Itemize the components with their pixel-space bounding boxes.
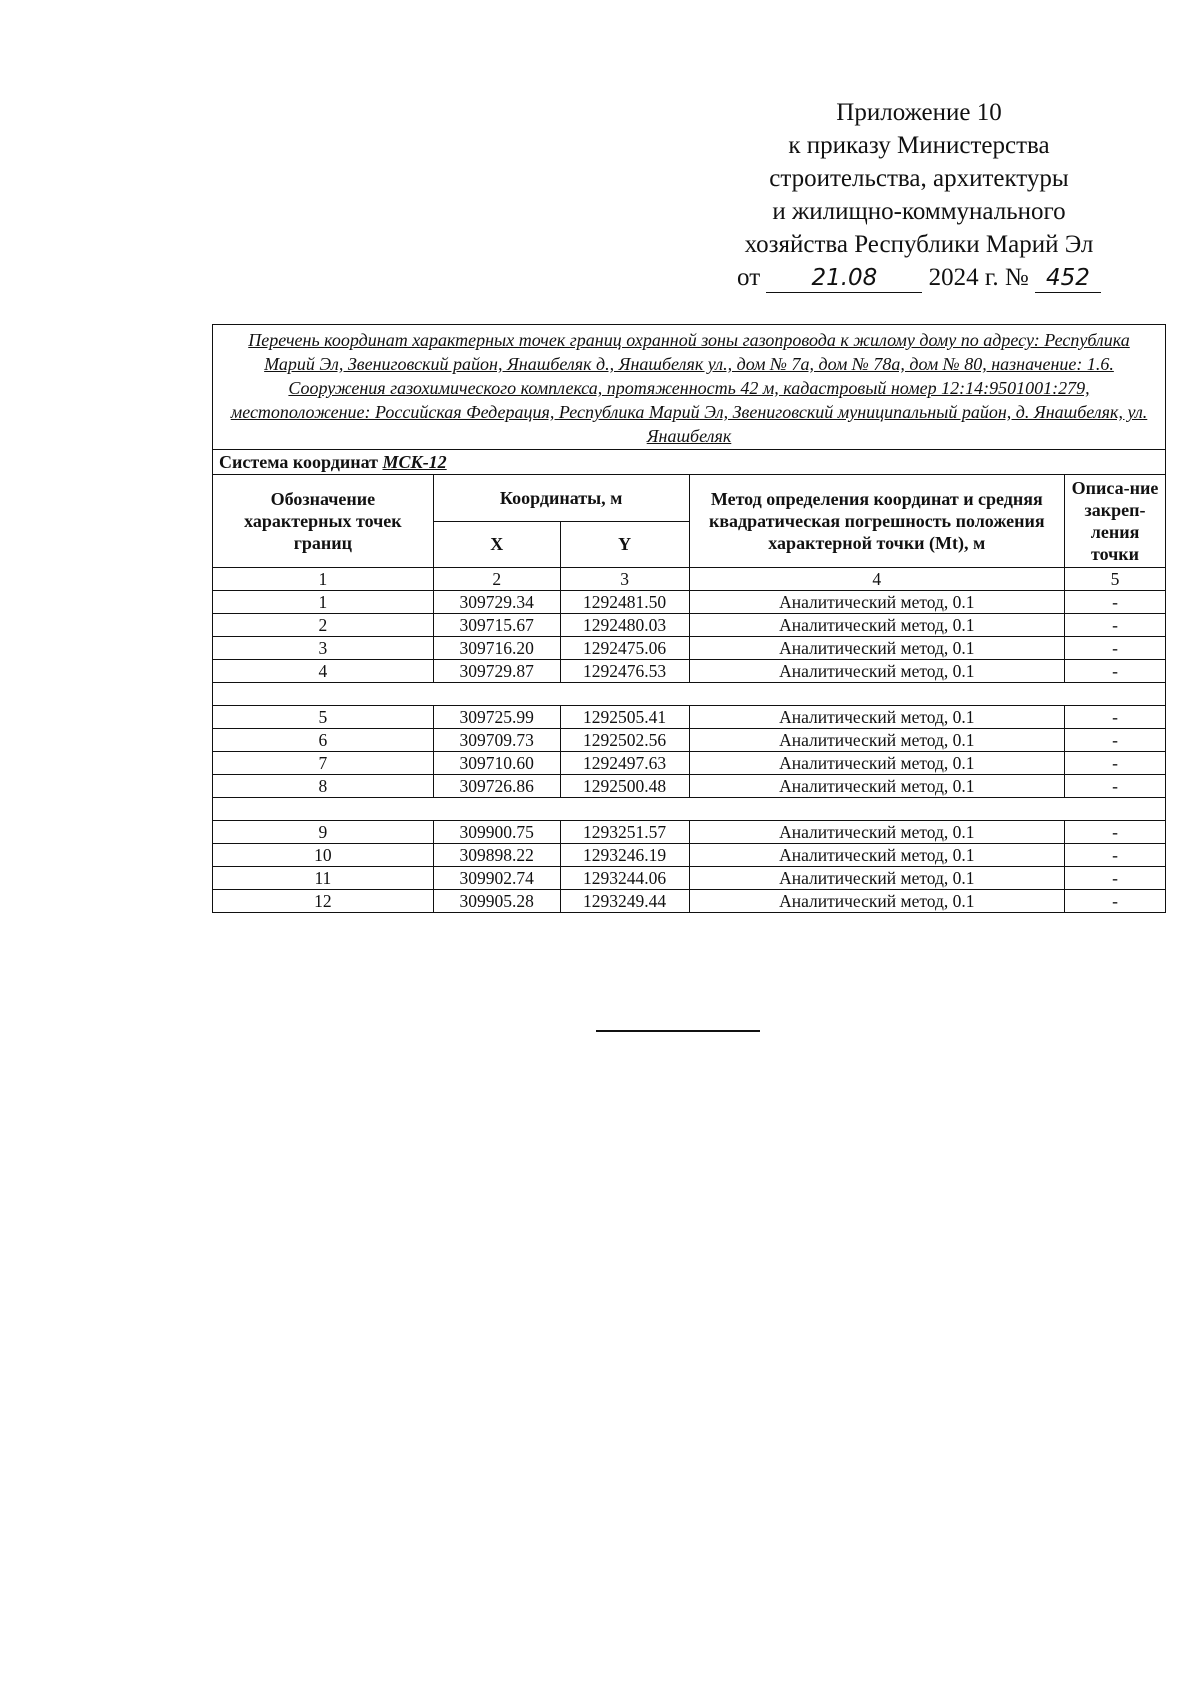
point-id-cell: 2	[213, 614, 434, 637]
column-number: 2	[433, 568, 560, 591]
description-cell: -	[1065, 591, 1166, 614]
description-cell: -	[1065, 844, 1166, 867]
x-coordinate-cell: 309729.34	[433, 591, 560, 614]
y-coordinate-cell: 1293251.57	[560, 821, 689, 844]
point-id-cell: 8	[213, 775, 434, 798]
description-cell: -	[1065, 890, 1166, 913]
header-x: X	[433, 521, 560, 568]
method-cell: Аналитический метод, 0.1	[689, 752, 1064, 775]
method-cell: Аналитический метод, 0.1	[689, 821, 1064, 844]
method-cell: Аналитический метод, 0.1	[689, 775, 1064, 798]
closing-rule	[596, 1030, 760, 1032]
point-id-cell: 12	[213, 890, 434, 913]
x-coordinate-cell: 309716.20	[433, 637, 560, 660]
y-coordinate-cell: 1292505.41	[560, 706, 689, 729]
point-id-cell: 6	[213, 729, 434, 752]
description-cell: -	[1065, 867, 1166, 890]
table-row	[213, 660, 1166, 683]
appendix-ministry-line-3: хозяйства Республики Марий Эл	[744, 231, 1094, 258]
table-row	[213, 775, 1166, 798]
table-title-row	[213, 325, 1166, 450]
header-coordinates: Координаты, м	[433, 475, 689, 522]
x-coordinate-cell: 309900.75	[433, 821, 560, 844]
description-cell: -	[1065, 775, 1166, 798]
method-cell: Аналитический метод, 0.1	[689, 637, 1064, 660]
header-row-1	[213, 475, 1166, 522]
table-row	[213, 867, 1166, 890]
table-row	[213, 614, 1166, 637]
y-coordinate-cell: 1292481.50	[560, 591, 689, 614]
header-y: Y	[560, 521, 689, 568]
method-cell: Аналитический метод, 0.1	[689, 844, 1064, 867]
description-cell: -	[1065, 614, 1166, 637]
x-coordinate-cell: 309729.87	[433, 660, 560, 683]
coordinate-system	[213, 450, 1166, 475]
y-coordinate-cell: 1292480.03	[560, 614, 689, 637]
table-row	[213, 706, 1166, 729]
table-row	[213, 637, 1166, 660]
table-row	[213, 821, 1166, 844]
column-number: 5	[1065, 568, 1166, 591]
method-cell: Аналитический метод, 0.1	[689, 729, 1064, 752]
appendix-order-ref: к приказу Министерства	[788, 132, 1050, 159]
point-id-cell: 1	[213, 591, 434, 614]
y-coordinate-cell: 1292500.48	[560, 775, 689, 798]
y-coordinate-cell: 1293246.19	[560, 844, 689, 867]
coordinate-system-row	[213, 450, 1166, 475]
header-designation: Обозначение характерных точек границ	[213, 475, 434, 568]
column-number: 4	[689, 568, 1064, 591]
y-coordinate-cell: 1292476.53	[560, 660, 689, 683]
point-id-cell: 11	[213, 867, 434, 890]
description-cell: -	[1065, 660, 1166, 683]
description-cell: -	[1065, 637, 1166, 660]
method-cell: Аналитический метод, 0.1	[689, 706, 1064, 729]
table-row	[213, 729, 1166, 752]
y-coordinate-cell: 1293244.06	[560, 867, 689, 890]
order-number: 452	[1035, 264, 1101, 293]
x-coordinate-cell: 309709.73	[433, 729, 560, 752]
point-id-cell: 9	[213, 821, 434, 844]
x-coordinate-cell: 309902.74	[433, 867, 560, 890]
group-separator-row	[213, 798, 1166, 821]
table-row	[213, 591, 1166, 614]
x-coordinate-cell: 309715.67	[433, 614, 560, 637]
x-coordinate-cell: 309726.86	[433, 775, 560, 798]
description-cell: -	[1065, 729, 1166, 752]
table-title: Перечень координат характерных точек границ охранной зоны газопровода к жилому дому по адресу: Республика Марий Эл, Звениговский район, Янашбеляк д., Янашбеляк ул., дом № 7а, дом № 78а, дом № 80, назначение: 1.6. Сооружения газохимического комплекса, протяженность 42 м, кадастровый номер 12:14:9501001:279, местоположение: Российская Федерация, Республика Марий Эл, Звениговский муниципальный район, д. Янашбеляк, ул. Янашбеляк	[213, 325, 1166, 450]
order-year-label: 2024 г. №	[928, 264, 1029, 291]
method-cell: Аналитический метод, 0.1	[689, 614, 1064, 637]
description-cell: -	[1065, 706, 1166, 729]
table-row	[213, 752, 1166, 775]
method-cell: Аналитический метод, 0.1	[689, 867, 1064, 890]
appendix-title: Приложение 10	[836, 99, 1002, 126]
group-separator	[213, 798, 1166, 821]
coordinate-system-label: Система координат	[219, 452, 378, 472]
method-cell: Аналитический метод, 0.1	[689, 660, 1064, 683]
y-coordinate-cell: 1292475.06	[560, 637, 689, 660]
column-number: 1	[213, 568, 434, 591]
y-coordinate-cell: 1292502.56	[560, 729, 689, 752]
x-coordinate-cell: 309898.22	[433, 844, 560, 867]
group-separator-row	[213, 683, 1166, 706]
y-coordinate-cell: 1292497.63	[560, 752, 689, 775]
description-cell: -	[1065, 821, 1166, 844]
y-coordinate-cell: 1293249.44	[560, 890, 689, 913]
point-id-cell: 3	[213, 637, 434, 660]
appendix-ministry-line-2: и жилищно-коммунального	[772, 198, 1066, 225]
point-id-cell: 7	[213, 752, 434, 775]
appendix-header	[700, 96, 1138, 294]
description-cell: -	[1065, 752, 1166, 775]
x-coordinate-cell: 309725.99	[433, 706, 560, 729]
method-cell: Аналитический метод, 0.1	[689, 591, 1064, 614]
header-description: Описа-ние закреп-ления точки	[1065, 475, 1166, 568]
header-method: Метод определения координат и средняя квадратическая погрешность положения характерной точки (Mt), м	[689, 475, 1064, 568]
appendix-ministry-line-1: строительства, архитектуры	[769, 165, 1069, 192]
point-id-cell: 4	[213, 660, 434, 683]
date-prefix: от	[737, 264, 761, 291]
column-numbers-row	[213, 568, 1166, 591]
coordinates-table	[212, 324, 1166, 913]
x-coordinate-cell: 309905.28	[433, 890, 560, 913]
coordinate-system-code: МСК-12	[382, 452, 447, 472]
x-coordinate-cell: 309710.60	[433, 752, 560, 775]
order-date-line	[700, 261, 1138, 294]
column-number: 3	[560, 568, 689, 591]
method-cell: Аналитический метод, 0.1	[689, 890, 1064, 913]
point-id-cell: 5	[213, 706, 434, 729]
table-row	[213, 890, 1166, 913]
table-row	[213, 844, 1166, 867]
order-date: 21.08	[766, 264, 922, 293]
group-separator	[213, 683, 1166, 706]
point-id-cell: 10	[213, 844, 434, 867]
